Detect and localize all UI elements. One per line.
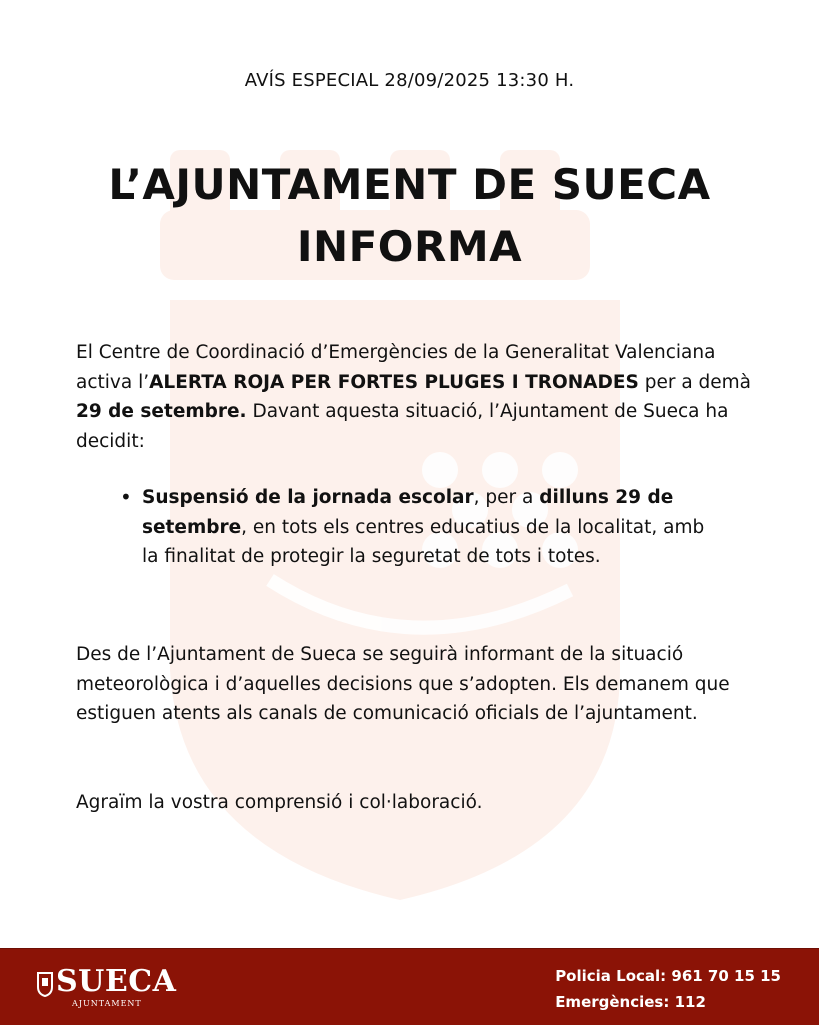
measure-date-highlight: dilluns 29 de setembre bbox=[142, 487, 674, 538]
measure-highlight: Suspensió de la jornada escolar bbox=[142, 487, 474, 508]
page-title bbox=[0, 154, 819, 278]
intro-text: El Centre de Coordinació d’Emergències de la Generalitat Valenciana activa l’ bbox=[76, 342, 716, 393]
logo-subtext: AJUNTAMENT bbox=[72, 999, 142, 1008]
intro-text: Davant aquesta situació, l’Ajuntament de Sueca ha decidit: bbox=[76, 401, 729, 452]
red-alert-highlight: ALERTA ROJA PER FORTES PLUGES I TRONADES bbox=[149, 371, 639, 393]
sueca-logo bbox=[36, 965, 176, 1011]
police-phone: Policia Local: 961 70 15 15 bbox=[555, 967, 781, 985]
emergency-phone: Emergències: 112 bbox=[555, 993, 706, 1011]
list-item bbox=[120, 483, 720, 572]
title-line-1: L’AJUNTAMENT DE SUECA bbox=[108, 160, 711, 209]
crest-icon bbox=[36, 971, 54, 997]
footer-bar bbox=[0, 948, 819, 1025]
title-line-2: INFORMA bbox=[296, 222, 523, 271]
followup-paragraph: Des de l’Ajuntament de Sueca se seguirà informant de la situació meteorològica i d’aquelles decisions que s’adopten. Els demanem que estiguen atents als canals de comunicació oficials de l’ajuntament. bbox=[76, 644, 730, 724]
contact-info bbox=[555, 963, 781, 1015]
measures-list bbox=[120, 483, 720, 572]
notice-date-header: AVÍS ESPECIAL 28/09/2025 13:30 H. bbox=[244, 70, 575, 91]
measure-text: , per a bbox=[473, 487, 540, 508]
thanks-paragraph: Agraïm la vostra comprensió i col·laboració. bbox=[76, 792, 483, 813]
alert-date-highlight: 29 de setembre. bbox=[76, 401, 247, 422]
logo-text: SUECA bbox=[56, 964, 177, 999]
intro-paragraph bbox=[76, 338, 756, 456]
measure-text: , en tots els centres educatius de la localitat, amb la finalitat de protegir la seguretat de tots i totes. bbox=[142, 516, 705, 567]
intro-text: per a demà bbox=[638, 371, 752, 393]
